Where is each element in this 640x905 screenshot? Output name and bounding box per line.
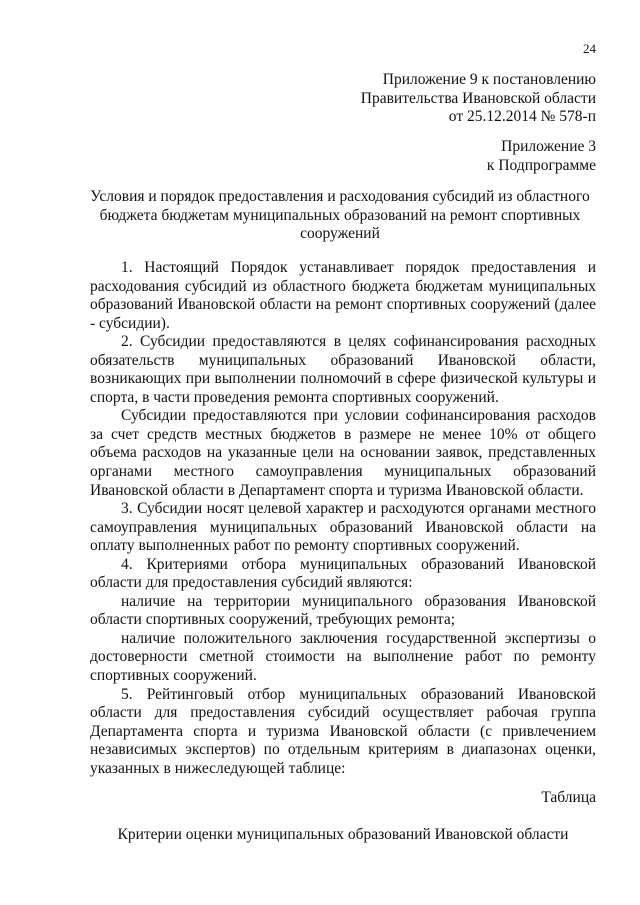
criterion-2: наличие положительного заключения государственной экспертизы о достоверности сметной стоимости на выполнение работ по ремонту спортивных сооружений. [90,629,596,685]
appendix-9-line-1: Приложение 9 к постановлению [382,71,596,88]
appendix-9-line-3: от 25.12.2014 № 578-п [448,108,596,125]
paragraph-2: 2. Субсидии предоставляются в целях софинансирования расходных обязательств муниципальных образований Ивановской области, возникающих при выполнении полномочий в сфере физической культуры и спорта, в части проведения ремонта спортивных сооружений. [90,333,596,406]
table-title: Критерии оценки муниципальных образований Ивановской области [117,826,569,843]
appendix-9-line-2: Правительства Ивановской области [360,89,596,107]
appendix-9-header [361,71,596,127]
document-title: Условия и порядок предоставления и расходования субсидий из областного бюджета бюджетам муниципальных образований на ремонт спортивных сооружений [90,188,590,242]
appendix-3-header [487,138,596,175]
appendix-3-line-1: Приложение 3 [501,138,596,155]
document-body [90,259,596,778]
appendix-3-line-2: к Подпрограмме [486,156,596,174]
paragraph-4: 4. Критериями отбора муниципальных образований Ивановской области для предоставления субсидий являются: [90,555,596,592]
paragraph-5: 5. Рейтинговый отбор муниципальных образований Ивановской области для предоставления субсидий осуществляет рабочая группа Департамента спорта и туризма Ивановской области (с привлечением независимых экспертов) по отдельным критериям в диапазонах оценки, указанных в нижеследующей таблице: [90,685,596,777]
page-number: 24 [583,41,596,56]
table-label: Таблица [541,789,596,806]
criterion-1: наличие на территории муниципального образования Ивановской области спортивных сооружений, требующих ремонта; [90,592,596,629]
paragraph-2-condition: Субсидии предоставляются при условии софинансирования расходов за счет средств местных бюджетов в размере не менее 10% от общего объема расходов на указанные цели на основании заявок, представленных органами местного самоуправления муниципальных образований Ивановской области в Департамент спорта и туризма Ивановской области. [90,407,596,499]
paragraph-3: 3. Субсидии носят целевой характер и расходуются органами местного самоуправления муниципальных образований Ивановской области на оплату выполненных работ по ремонту спортивных сооружений. [90,500,596,555]
paragraph-1: 1. Настоящий Порядок устанавливает порядок предоставления и расходования субсидий из областного бюджета бюджетам муниципальных образований Ивановской области на ремонт спортивных сооружений (далее - субсидии). [90,259,596,332]
